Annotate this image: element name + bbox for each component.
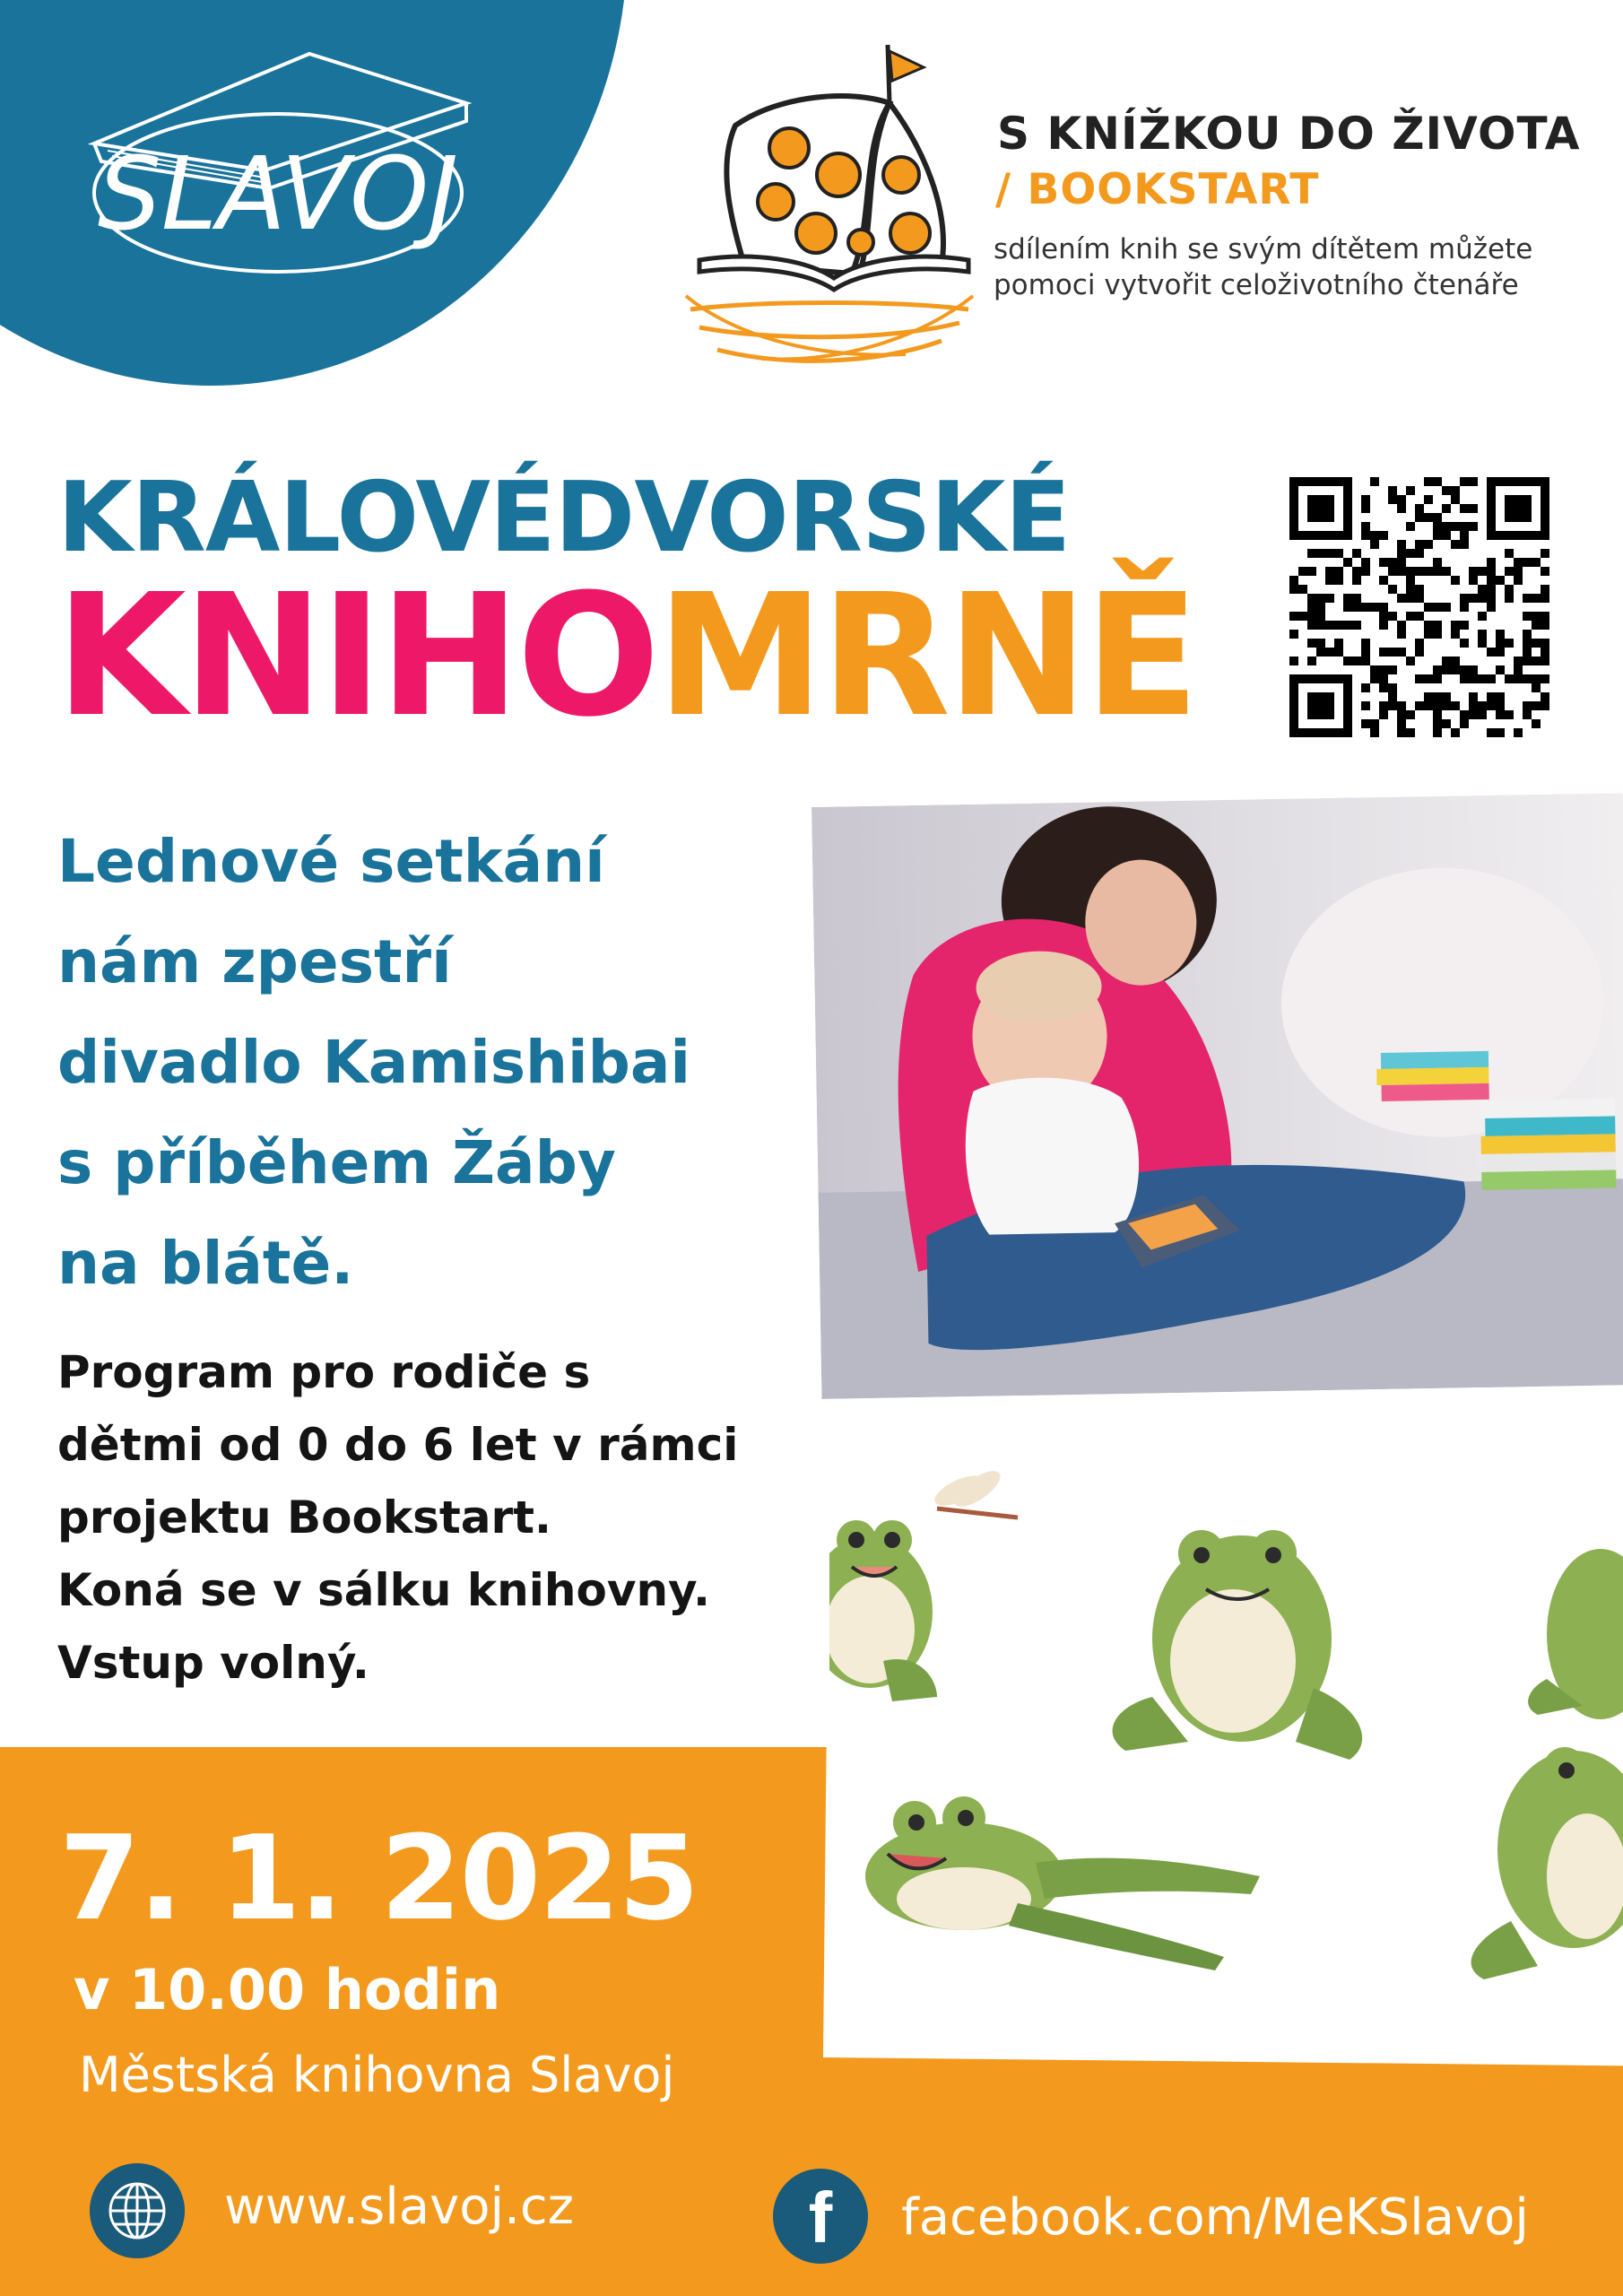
frogs-illustration (829, 1455, 1623, 2057)
frog-icon (829, 1520, 937, 1701)
event-time: v 10.00 hodin (74, 1957, 501, 2022)
headline-line1: KRÁLOVÉDVORSKÉ (57, 462, 1071, 574)
intro-line: s příběhem Žáby (57, 1128, 616, 1197)
dragonfly-icon (931, 1465, 1018, 1518)
intro-line: Lednové setkání (57, 827, 605, 896)
intro-line: nám zpestří (57, 927, 452, 996)
intro-line: divadlo Kamishibai (57, 1028, 690, 1097)
slavoj-logo (85, 36, 480, 278)
bookstart-title: S KNÍŽKOU DO ŽIVOTA (997, 108, 1581, 160)
facebook-icon: f (773, 2169, 868, 2264)
frog-icon (1528, 1549, 1623, 1719)
intro-line: na blátě. (57, 1229, 354, 1298)
bookstart-subtitle: / BOOKSTART (995, 165, 1320, 214)
program-text (57, 1336, 820, 1700)
facebook-link[interactable]: facebook.com/MeKSlavoj (901, 2188, 1529, 2247)
program-line: Vstup volný. (57, 1637, 369, 1689)
slavoj-logo-text: SLAVOJ (97, 136, 459, 253)
event-place: Městská knihovna Slavoj (79, 2047, 675, 2103)
bookstart-logo (681, 40, 977, 372)
headline-line2 (56, 558, 1196, 754)
headline-mrne: MRNĚ (656, 558, 1196, 754)
frog-icon (865, 1796, 1260, 1970)
intro-text (57, 812, 820, 1314)
frog-icon (1113, 1530, 1363, 1760)
globe-icon (90, 2163, 185, 2258)
headline-kniho: KNIHO (56, 558, 657, 754)
website-link[interactable]: www.slavoj.cz (224, 2178, 575, 2236)
event-date: 7. 1. 2025 (59, 1810, 699, 1946)
bookstart-description: sdílením knih se svým dítětem můžete pomoci vytvořit celoživotního čtenáře (994, 233, 1533, 301)
program-line: Program pro rodiče s (57, 1346, 591, 1398)
program-line: Koná se v sálku knihovny. (57, 1564, 711, 1616)
frog-icon (1471, 1747, 1623, 1979)
qr-code[interactable] (1289, 477, 1549, 737)
program-line: projektu Bookstart. (57, 1492, 552, 1544)
photo-mother-baby-reading (812, 793, 1623, 1399)
program-line: dětmi od 0 do 6 let v rámci (57, 1419, 739, 1471)
